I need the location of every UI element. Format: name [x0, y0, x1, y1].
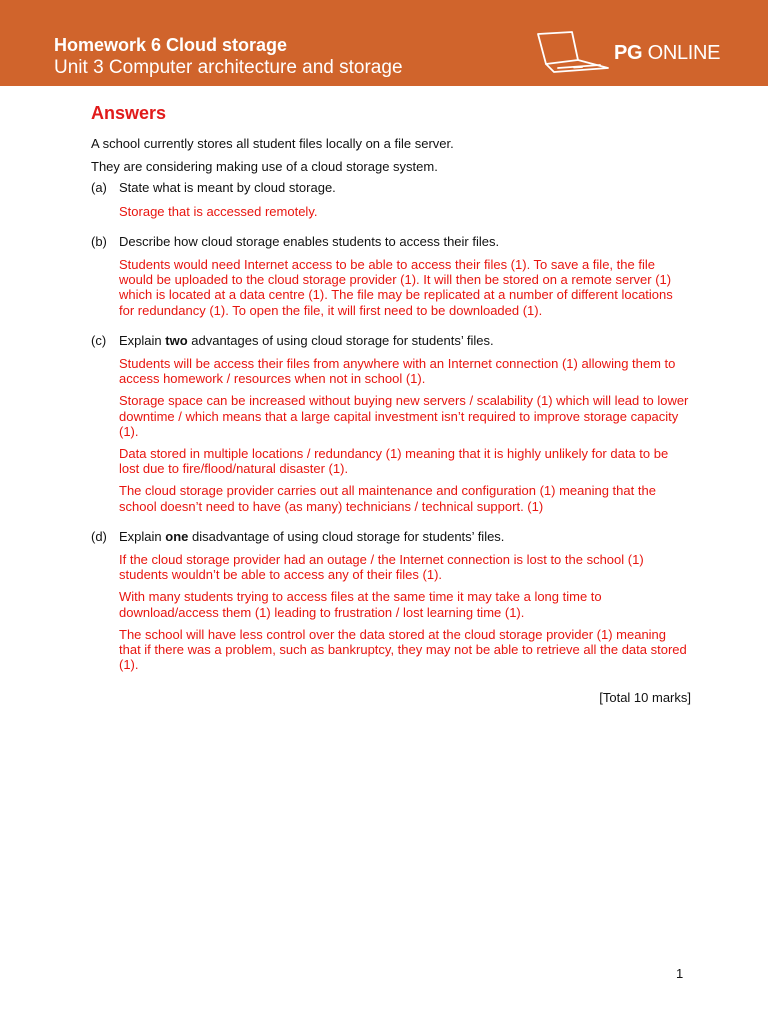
question-label: (a)	[91, 180, 107, 196]
answer-c-2: Storage space can be increased without buying new servers / scalability (1) which will lead to lower downtime / which means that a large capital investment isn’t required to improve storage capacity (1).	[119, 393, 689, 439]
intro-line-1: A school currently stores all student files locally on a file server.	[91, 136, 454, 151]
unit-subtitle: Unit 3 Computer architecture and storage	[54, 57, 403, 78]
question-text-end: disadvantage of using cloud storage for students’ files.	[188, 528, 505, 544]
pg-online-logo	[534, 30, 724, 76]
intro-line-2: They are considering making use of a cloud storage system.	[91, 159, 438, 175]
laptop-icon	[534, 30, 610, 76]
answer-d-2: With many students trying to access files at the same time it may take a long time to download/access them (1) leading to frustration / lost learning time (1).	[119, 589, 602, 620]
answer-d-3: The school will have less control over the data stored at the cloud storage provider (1) meaning that if there was a problem, such as bankruptcy, they may not be able to retrieve all the data stored (1).	[119, 626, 687, 673]
page-number: 1	[676, 966, 684, 981]
question-label: (c)	[91, 332, 107, 348]
question-c	[91, 333, 691, 348]
question-text	[119, 529, 691, 544]
question-text-emphasis: two	[165, 332, 188, 348]
answer-c-3: Data stored in multiple locations / redundancy (1) meaning that it is highly unlikely for data to be lost due to fire/flood/natural disaster (1).	[119, 446, 669, 477]
answer-a-1: Storage that is accessed remotely.	[119, 203, 318, 219]
question-a	[91, 180, 691, 195]
answers-content	[91, 102, 691, 706]
logo-pg: PG	[614, 42, 643, 64]
question-text-start: Explain	[119, 528, 166, 544]
answers-heading: Answers	[91, 103, 167, 123]
logo-online: ONLINE	[647, 42, 721, 64]
question-label: (b)	[91, 233, 107, 249]
question-text-emphasis: one	[165, 528, 189, 544]
question-text-start: Explain	[119, 332, 166, 348]
question-label: (d)	[91, 528, 107, 544]
homework-title: Homework 6 Cloud storage	[54, 35, 288, 55]
answer-b-1: Students would need Internet access to be able to access their files (1). To save a file, the file would be uploaded to the cloud storage provider (1). It will then be stored on a remote server (1) which is located at a data centre (1). The file may be replicated at a number of different locations for redundancy (1). To open the file, it will first need to be downloaded (1).	[119, 257, 673, 318]
question-text	[119, 333, 691, 348]
answer-c-4: The cloud storage provider carries out all maintenance and configuration (1) meaning that the school doesn’t need to have (as many) technicians / technical support. (1)	[119, 483, 656, 514]
question-d	[91, 529, 691, 544]
question-text-end: advantages of using cloud storage for students’ files.	[187, 332, 494, 348]
answer-d-1: If the cloud storage provider had an outage / the Internet connection is lost to the school (1) students wouldn’t be able to access any of their files (1).	[119, 552, 644, 583]
question-text: State what is meant by cloud storage.	[119, 180, 336, 196]
question-text: Describe how cloud storage enables students to access their files.	[119, 233, 500, 249]
total-marks: [Total 10 marks]	[599, 690, 691, 706]
question-b	[91, 234, 691, 249]
page-header	[0, 0, 768, 86]
answer-c-1: Students will be access their files from anywhere with an Internet connection (1) allowing them to access homework / resources when not in school (1).	[119, 356, 676, 387]
logo-wordmark	[614, 41, 720, 65]
